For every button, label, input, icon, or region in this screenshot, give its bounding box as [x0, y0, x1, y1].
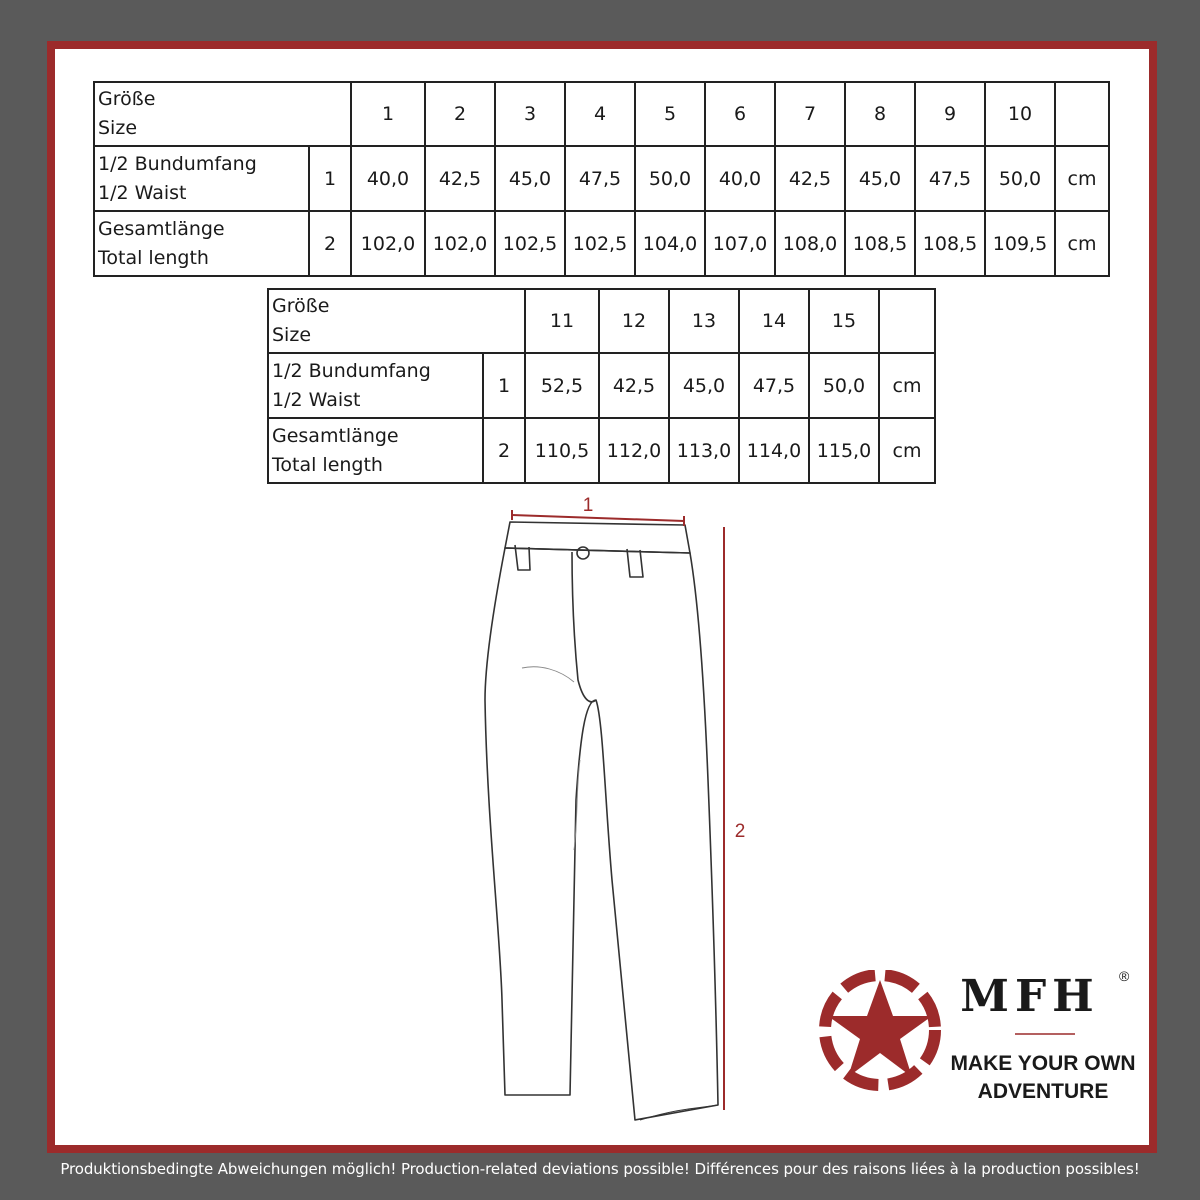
fly-seam: [572, 552, 596, 702]
star-icon: [828, 980, 932, 1077]
waist-measure-line: [512, 515, 684, 521]
size-cell: 5: [635, 82, 705, 146]
size-cell: 3: [495, 82, 565, 146]
value-cell: 47,5: [739, 353, 809, 418]
length-label-de: Gesamtlänge: [272, 424, 399, 447]
size-cell: 15: [809, 289, 879, 353]
value-cell: 109,5: [985, 211, 1055, 276]
size-cell: 9: [915, 82, 985, 146]
belt-loop-right: [627, 549, 643, 577]
pocket-line: [522, 667, 574, 682]
size-cell: 12: [599, 289, 669, 353]
waist-label: [94, 146, 309, 211]
size-cell: 7: [775, 82, 845, 146]
value-cell: 45,0: [845, 146, 915, 211]
row-index: 1: [483, 353, 525, 418]
footer-disclaimer: Produktionsbedingte Abweichungen möglich! Production-related deviations possible! Différences pour des raisons liées à la production possibles!: [60, 1160, 1140, 1178]
slogan-line-1: MAKE YOUR OWN: [950, 1052, 1136, 1075]
size-table-1: [93, 81, 1110, 277]
size-label-de: Größe: [98, 88, 156, 110]
waist-label-en: 1/2 Waist: [272, 388, 361, 411]
slogan-line-2: ADVENTURE: [977, 1080, 1109, 1103]
value-cell: 50,0: [809, 353, 879, 418]
empty-cell: [879, 289, 935, 353]
size-cell: 4: [565, 82, 635, 146]
size-cell: 13: [669, 289, 739, 353]
waist-label-de: 1/2 Bundumfang: [98, 152, 257, 175]
trousers-diagram: [480, 490, 760, 1130]
value-cell: 102,0: [351, 211, 425, 276]
brand-logo: [815, 970, 1155, 1120]
length-label-de: Gesamtlänge: [98, 217, 225, 240]
value-cell: 45,0: [669, 353, 739, 418]
size-cell: 1: [351, 82, 425, 146]
size-label-de: Größe: [272, 295, 330, 317]
value-cell: 114,0: [739, 418, 809, 483]
size-header-label: [94, 82, 351, 146]
size-cell: 2: [425, 82, 495, 146]
value-cell: 42,5: [599, 353, 669, 418]
waist-button: [577, 547, 589, 559]
value-cell: 47,5: [915, 146, 985, 211]
brand-name: MFH: [960, 971, 1100, 1022]
waist-label: [268, 353, 483, 418]
waist-label-de: 1/2 Bundumfang: [272, 359, 431, 382]
size-table-2: [267, 288, 936, 484]
size-header-label: [268, 289, 525, 353]
value-cell: 108,5: [915, 211, 985, 276]
star-emblem: [825, 975, 935, 1085]
waist-row: [268, 353, 935, 418]
unit-cell: cm: [1055, 211, 1109, 276]
unit-cell: cm: [1055, 146, 1109, 211]
size-label-en: Size: [272, 324, 312, 346]
row-index: 1: [309, 146, 351, 211]
value-cell: 47,5: [565, 146, 635, 211]
length-label-en: Total length: [272, 453, 383, 476]
value-cell: 110,5: [525, 418, 599, 483]
length-label: [94, 211, 309, 276]
value-cell: 102,5: [565, 211, 635, 276]
value-cell: 102,0: [425, 211, 495, 276]
size-cell: 11: [525, 289, 599, 353]
value-cell: 115,0: [809, 418, 879, 483]
trousers-outline: [485, 522, 718, 1120]
size-label-en: Size: [98, 117, 138, 139]
value-cell: 42,5: [775, 146, 845, 211]
length-label-en: Total length: [98, 246, 209, 269]
value-cell: 102,5: [495, 211, 565, 276]
size-header-row: [268, 289, 935, 353]
value-cell: 108,0: [775, 211, 845, 276]
value-cell: 40,0: [351, 146, 425, 211]
length-row: [94, 211, 1109, 276]
length-label: [268, 418, 483, 483]
unit-cell: cm: [879, 353, 935, 418]
value-cell: 104,0: [635, 211, 705, 276]
value-cell: 45,0: [495, 146, 565, 211]
value-cell: 50,0: [635, 146, 705, 211]
waist-label-en: 1/2 Waist: [98, 181, 187, 204]
size-cell: 14: [739, 289, 809, 353]
value-cell: 50,0: [985, 146, 1055, 211]
length-row: [268, 418, 935, 483]
registered-mark: ®: [1119, 970, 1130, 984]
value-cell: 107,0: [705, 211, 775, 276]
value-cell: 113,0: [669, 418, 739, 483]
size-cell: 8: [845, 82, 915, 146]
size-header-row: [94, 82, 1109, 146]
value-cell: 112,0: [599, 418, 669, 483]
row-index: 2: [309, 211, 351, 276]
empty-cell: [1055, 82, 1109, 146]
unit-cell: cm: [879, 418, 935, 483]
size-cell: 6: [705, 82, 775, 146]
waist-row: [94, 146, 1109, 211]
value-cell: 40,0: [705, 146, 775, 211]
row-index: 2: [483, 418, 525, 483]
size-cell: 10: [985, 82, 1055, 146]
waist-marker-label: 1: [582, 495, 594, 516]
length-marker-label: 2: [734, 821, 746, 842]
trousers-silhouette: [485, 548, 718, 1120]
value-cell: 42,5: [425, 146, 495, 211]
value-cell: 108,5: [845, 211, 915, 276]
value-cell: 52,5: [525, 353, 599, 418]
